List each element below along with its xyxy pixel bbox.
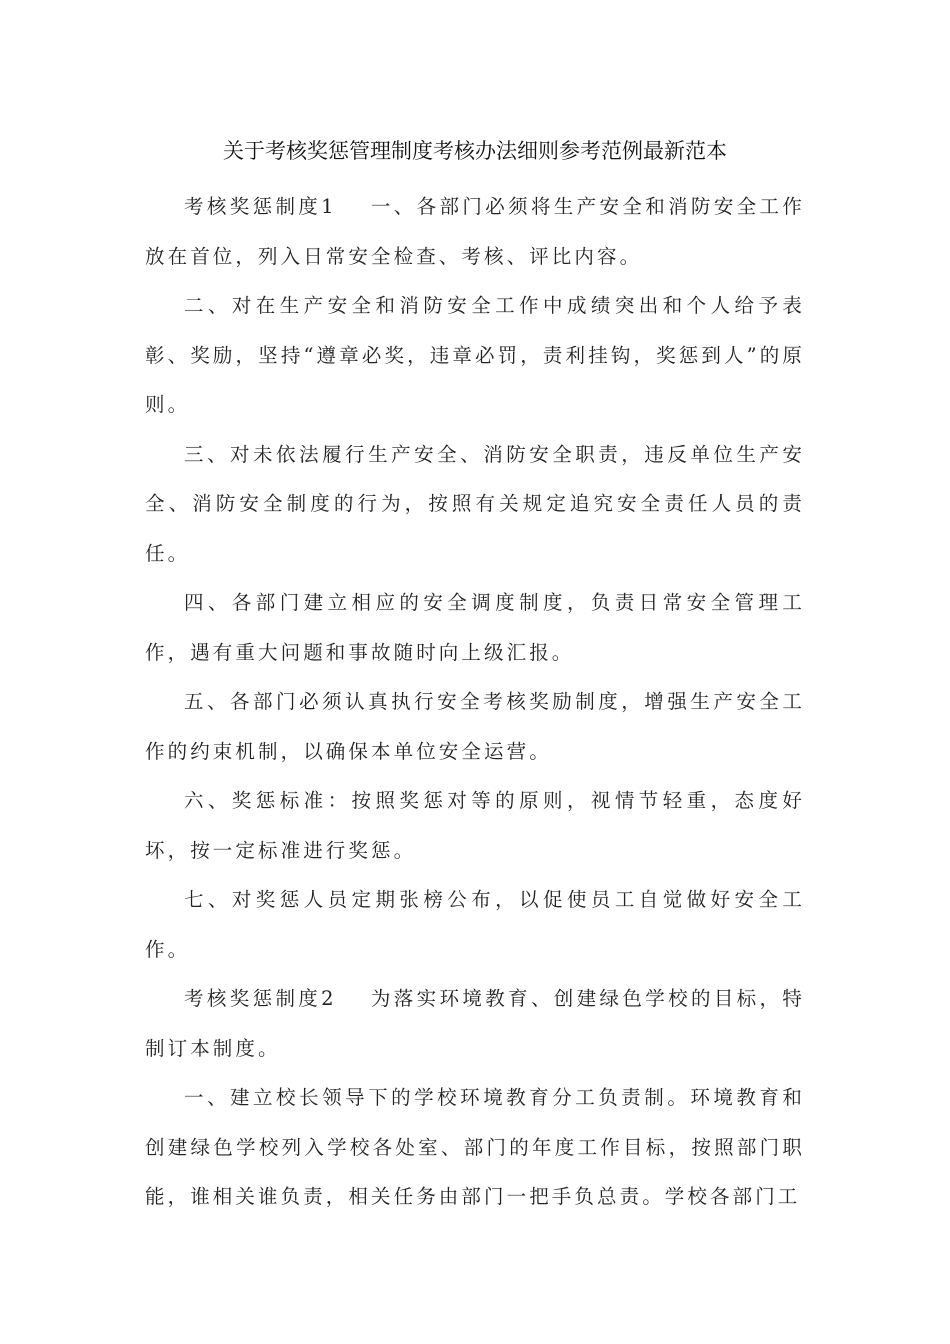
document-title: 关于考核奖惩管理制度考核办法细则参考范例最新范本	[223, 139, 727, 163]
paragraph	[145, 182, 805, 281]
paragraph	[145, 875, 805, 974]
paragraph	[145, 1073, 805, 1222]
paragraph	[145, 677, 805, 776]
paragraph	[145, 430, 805, 579]
paragraph	[145, 776, 805, 875]
paragraph-text: 一、各部门必须将生产安全和消防安全工作放在首位，列入日常安全检查、考核、评比内容。	[145, 195, 806, 268]
paragraph-text: 四、各部门建立相应的安全调度制度，负责日常安全管理工作，遇有重大问题和事故随时向上级汇报。	[145, 591, 805, 664]
document-body	[145, 182, 805, 1222]
paragraph-text: 六、奖惩标准：按照奖惩对等的原则，视情节轻重，态度好坏，按一定标准进行奖惩。	[145, 789, 805, 862]
paragraph-text: 七、对奖惩人员定期张榜公布，以促使员工自觉做好安全工作。	[145, 888, 805, 961]
section-heading: 考核奖惩制度1	[184, 195, 337, 218]
paragraph-text: 五、各部门必须认真执行安全考核奖励制度，增强生产安全工作的约束机制，以确保本单位安全运营。	[145, 690, 805, 763]
paragraph	[145, 578, 805, 677]
section-heading: 考核奖惩制度2	[184, 987, 337, 1010]
paragraph-text: 一、建立校长领导下的学校环境教育分工负责制。环境教育和创建绿色学校列入学校各处室、部门的年度工作目标，按照部门职能，谁相关谁负责，相关任务由部门一把手负总责。学校各部门工	[145, 1086, 805, 1208]
paragraph-text: 二、对在生产安全和消防安全工作中成绩突出和个人给予表彰、奖励，坚持“遵章必奖，违章必罚，责利挂钩，奖惩到人”的原则。	[145, 294, 805, 416]
paragraph	[145, 281, 805, 430]
paragraph-text: 为落实环境教育、创建绿色学校的目标，特制订本制度。	[145, 987, 806, 1060]
paragraph-text: 三、对未依法履行生产安全、消防安全职责，违反单位生产安全、消防安全制度的行为，按照有关规定追究安全责任人员的责任。	[145, 442, 805, 565]
paragraph	[145, 974, 805, 1073]
